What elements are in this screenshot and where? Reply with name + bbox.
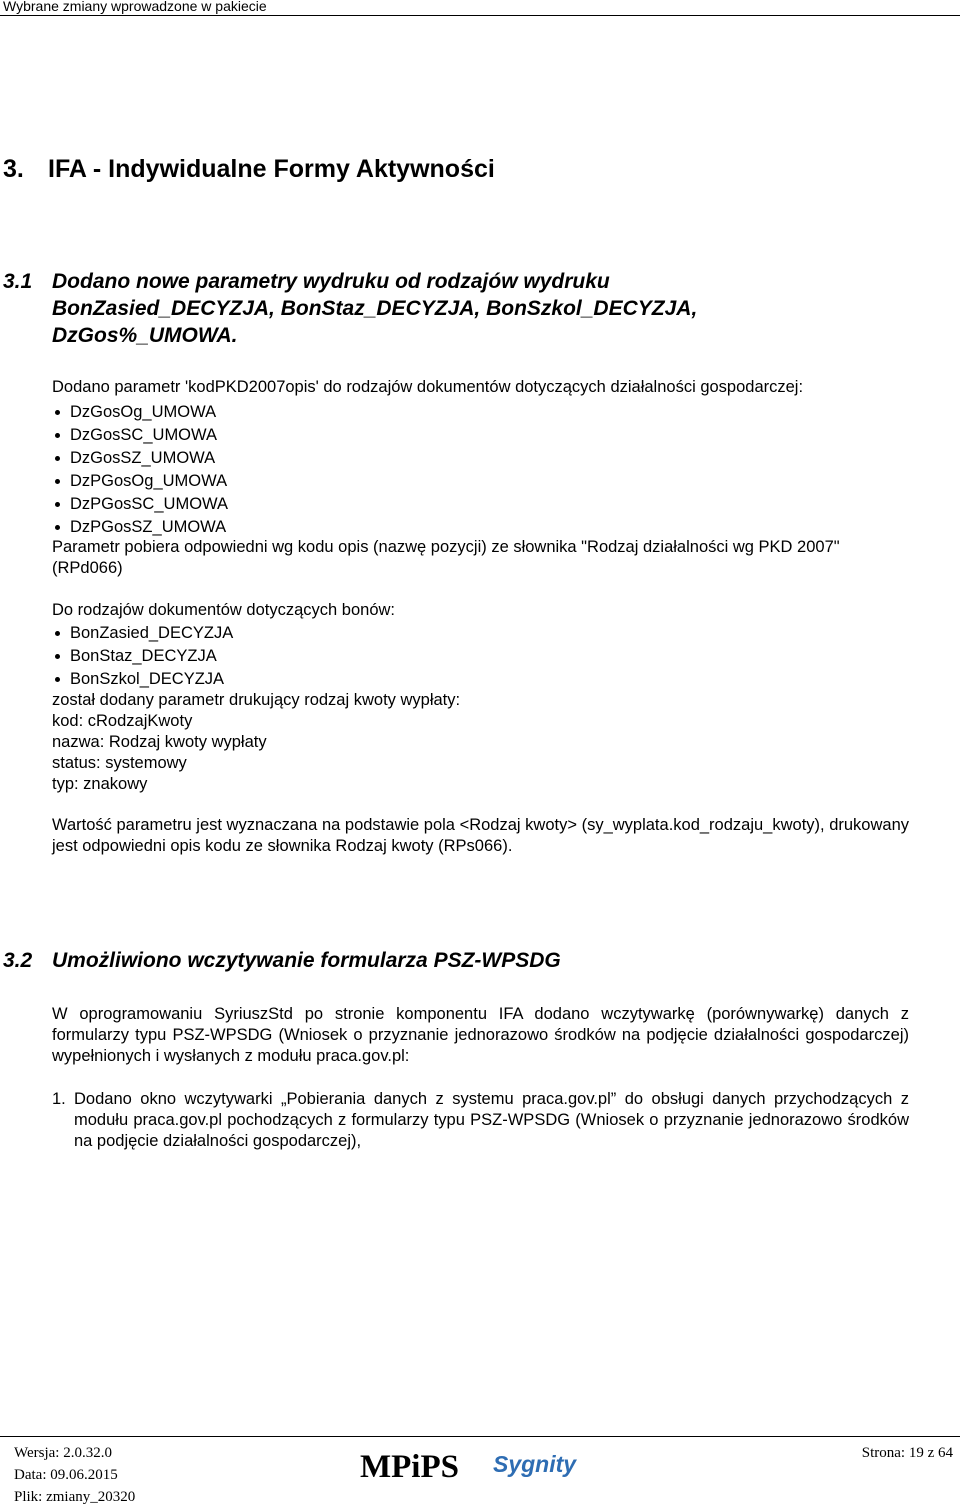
section-31-title-line: Dodano nowe parametry wydruku od rodzajów wydruku bbox=[52, 270, 610, 293]
bullet-icon bbox=[55, 410, 60, 415]
bullet-icon bbox=[55, 677, 60, 682]
value-description: Wartość parametru jest wyznaczana na podstawie pola <Rodzaj kwoty> (sy_wyplata.kod_rodzaju_kwoty), drukowany jest odpowiedni opis kodu ze słownika Rodzaj kwoty (RPs066). bbox=[52, 816, 909, 855]
footer-file: Plik: zmiany_20320 bbox=[14, 1489, 136, 1505]
param-detail: typ: znakowy bbox=[52, 775, 148, 793]
footer-version: Wersja: 2.0.32.0 bbox=[14, 1445, 112, 1461]
section-3-title: IFA - Indywidualne Formy Aktywności bbox=[48, 155, 495, 183]
list-item-text: Dodano okno wczytywarki „Pobierania danych z systemu praca.gov.pl” do obsługi danych przychodzących z modułu praca.gov.pl pochodzących z formularzy typu PSZ-WPSDG (Wniosek o przyznanie jednorazowo środków na podjęcie działalności gospodarczej), bbox=[74, 1090, 909, 1150]
section-31-number: 3.1 bbox=[3, 270, 33, 293]
pkd-intro: Dodano parametr 'kodPKD2007opis' do rodzajów dokumentów dotyczących działalności gospodarczej: bbox=[52, 378, 804, 396]
param-description: Parametr pobiera odpowiedni wg kodu opis (nazwę pozycji) ze słownika "Rodzaj działalności wg PKD 2007" (RPd066) bbox=[52, 538, 840, 577]
bullet-icon bbox=[55, 433, 60, 438]
section-3-heading bbox=[3, 155, 495, 184]
section-3-number: 3. bbox=[3, 155, 24, 183]
section-32-title: Umożliwiono wczytywanie formularza PSZ-WPSDG bbox=[52, 949, 561, 972]
bullet-icon bbox=[55, 456, 60, 461]
mpips-logo: MPiPS bbox=[360, 1449, 459, 1485]
footer-page-number: Strona: 19 z 64 bbox=[861, 1445, 953, 1461]
section-31-title-line: BonZasied_DECYZJA, BonStaz_DECYZJA, BonSzkol_DECYZJA, bbox=[52, 297, 698, 320]
header-title: Wybrane zmiany wprowadzone w pakiecie bbox=[3, 0, 267, 14]
bullet-icon bbox=[55, 631, 60, 636]
page-footer bbox=[0, 1436, 960, 1510]
section-32-intro: W oprogramowaniu SyriuszStd po stronie komponentu IFA dodano wczytywarkę (porównywarkę) danych z formularzy typu PSZ-WPSDG (Wniosek o przyznanie jednorazowo środków na podjęcie działalności gospodarczej) wypełnionych i wysłanych z modułu praca.gov.pl: bbox=[52, 1005, 909, 1065]
param-detail: status: systemowy bbox=[52, 754, 187, 772]
section-31-title bbox=[52, 268, 932, 349]
param-detail: kod: cRodzajKwoty bbox=[52, 712, 193, 730]
list-item bbox=[52, 1089, 909, 1152]
footer-date: Data: 09.06.2015 bbox=[14, 1467, 118, 1483]
page-header bbox=[0, 0, 960, 16]
sygnity-logo: Sygnity bbox=[493, 1451, 577, 1477]
bullet-icon bbox=[55, 525, 60, 530]
bonus-intro: Do rodzajów dokumentów dotyczących bonów: bbox=[52, 601, 396, 619]
section-31-title-line: DzGos%_UMOWA. bbox=[52, 324, 238, 347]
param-detail: został dodany parametr drukujący rodzaj kwoty wypłaty: bbox=[52, 691, 461, 709]
section-32-number: 3.2 bbox=[3, 949, 33, 972]
param-detail: nazwa: Rodzaj kwoty wypłaty bbox=[52, 733, 267, 751]
bullet-icon bbox=[55, 479, 60, 484]
bullet-icon bbox=[55, 502, 60, 507]
list-number: 1. bbox=[52, 1090, 66, 1108]
bullet-icon bbox=[55, 654, 60, 659]
